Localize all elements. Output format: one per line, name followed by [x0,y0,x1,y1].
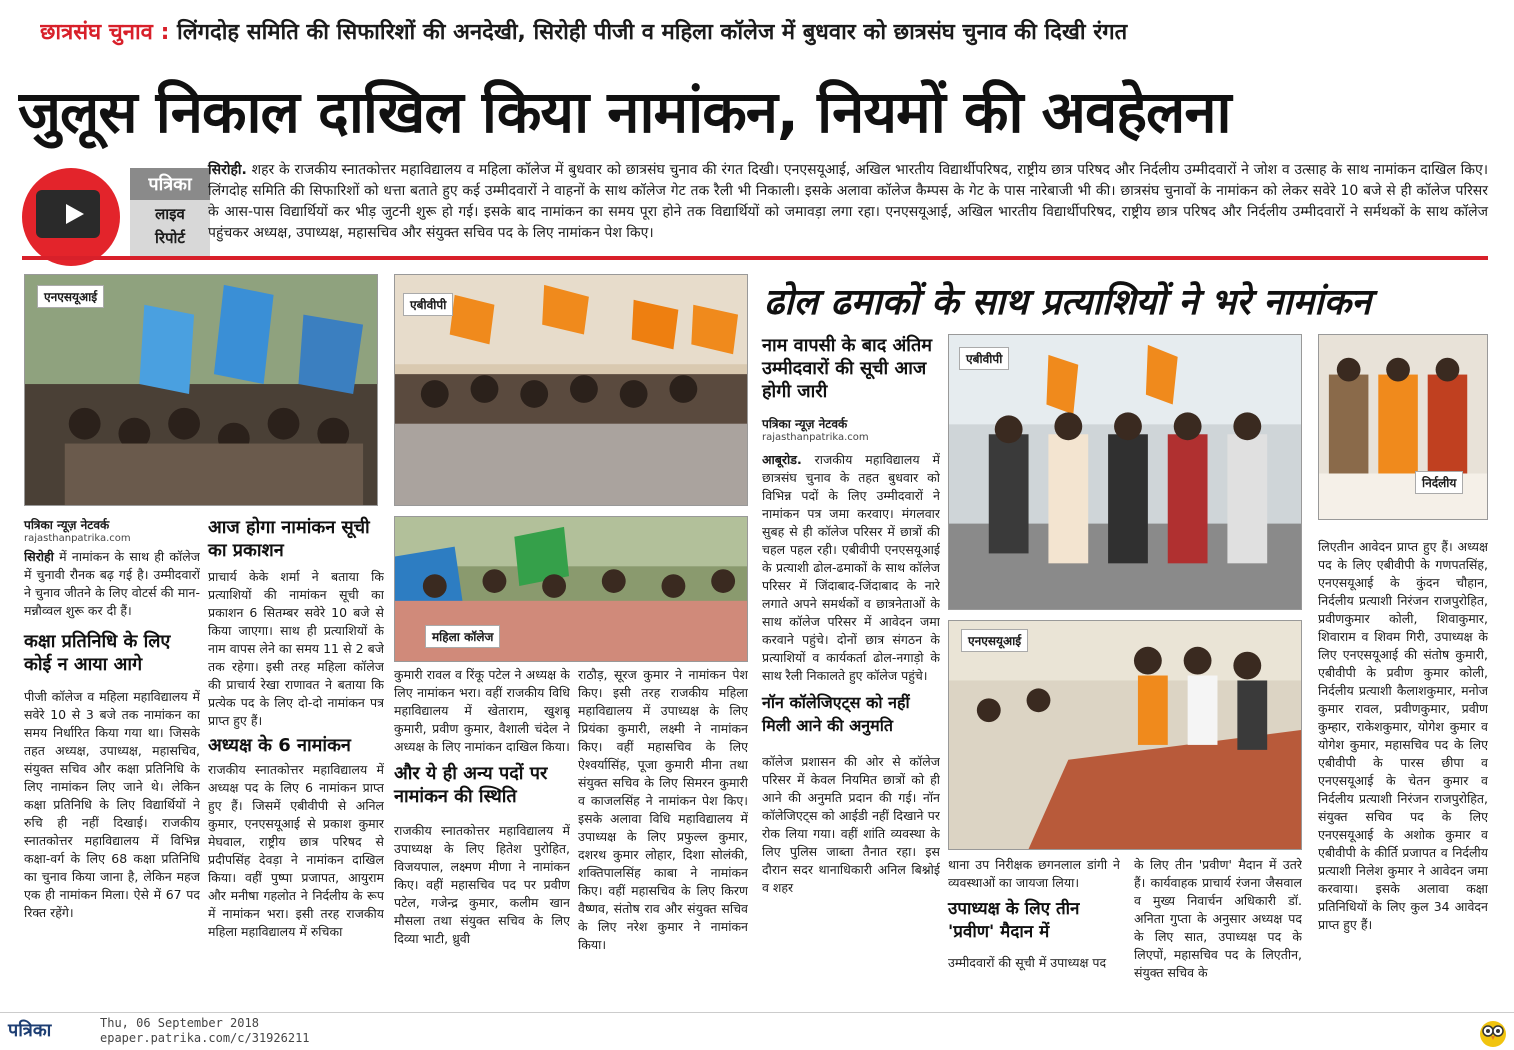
video-play-icon[interactable] [22,168,120,266]
right-p4: उम्मीदवारों की सूची में उपाध्यक्ष पद [948,955,1107,970]
footer-url[interactable]: epaper.patrika.com/c/31926211 [100,1031,310,1045]
right-byline-site: rajasthanpatrika.com [762,432,869,443]
right-byline: पत्रिका न्यूज़ नेटवर्क [762,417,848,431]
owl-icon[interactable] [1478,1016,1508,1048]
subhead-non: नॉन कॉलेजिएट्स को नहीं मिली आने की अनुमति [762,693,910,735]
photo-tag-nsui-right: एनएसयूआई [961,629,1028,652]
photo-abvp-candidates [948,334,1302,610]
column-far-right [1318,538,1488,934]
column-2 [208,516,384,941]
divider-line [22,256,1488,260]
right-story [762,334,940,897]
subhead-kaksha: कक्षा प्रतिनिधि के लिए कोई न आया आगे [24,631,171,675]
photo-tag-nirdaliya: निर्दलीय [1415,471,1463,494]
byline: पत्रिका न्यूज़ नेटवर्क [24,518,110,532]
col3-p1: कुमारी रावल व रिंकू पटेल ने अध्यक्ष के लिए नामांकन भरा। वहीं राजकीय विधि महाविद्यालय में खेताराम, खुशबू कुमारी, प्रवीण कुमार, वैशाली चंदेल ने अध्यक्ष के लिए नामांकन दाखिल किया। [394,667,570,754]
right-p6: लिएतीन आवेदन प्राप्त हुए हैं। अध्यक्ष पद के लिए एबीवीपी के गणपतसिंह, एनएसयूआई के कुंदन चौहान, निर्दलीय प्रत्याशी निरंजन राजपुरोहित, प्रवीणकुमार कोली, शिवाकुमार, शिवाराम व शिवम गिरी, उपाध्यक्ष के लिए एनएसयूआई की संतोष कुमारी, एबीवीपी के प्रवीण कुमार कोली, निर्दलीय प्रत्याशी कैलाशकुमार, मनोज कुमार रावल, प्रवीणकुमार, प्रवीण कुम्हार, राकेशकुमार, योगेश कुमार व योगेश कुमार, महासचिव पद के लिए एबीवीपी के पारस छीपा व एनएसयूआई के चेतन कुमार व निर्दलीय प्रत्याशी निरंजन राजपुरोहित, संयुक्त सचिव पद के लिए एनएसयूआई के अशोक कुमार व एबीवीपी के कीर्ति प्रजापत व निर्दलीय प्रत्याशी निलेश कुमार ने आवेदन जमा करवाया। इसके अलावा कक्षा प्रतिनिधियों के लिए कुल 34 आवेदन प्राप्त हुए हैं। [1318,539,1488,932]
right-p2: कॉलेज प्रशासन की ओर से कॉलेज परिसर में केवल नियमित छात्रों को ही आने की अनुमति प्रदान की गई। नॉन कॉलेजिएट्स को आईडी नहीं दिखाने पर रोक लिया गया। वहीं शांति व्यवस्था के लिए पुलिस जाब्ता तैनात रहा। इस दौरान सदर थानाधिकारी अनिल बिश्नोई व शहर [762,754,940,895]
right-p1: आबूरोड. राजकीय महाविद्यालय में छात्रसंघ चुनाव के तहत बुधवार को विभिन्न पदों के लिए उम्मीदवारों ने नामांकन पत्र जमा करवाए। मंगलवार सुबह से ही कॉलेज परिसर में छात्रों की चहल पहल रही। एबीवीपी एनएसयूआई के प्रत्याशी ढोल-ढमाकों के साथ कॉलेज परिसर में जिंदाबाद-जिंदाबाद के नारे लगाते अपने समर्थकों व छात्रनेताओं के साथ कॉलेज परिसर में आवेदन जमा करवाने पहुंचे। दोनों छात्र संगठन के प्रत्याशियों व कार्यकर्ता ढोल-नगाड़ो के साथ रैली निकालते हुए कॉलेज पहुंचे। [762,452,940,683]
col4-p1: राठौड़, सूरज कुमार ने नामांकन पेश किए। इसी तरह राजकीय महिला महाविद्यालय में उपाध्यक्ष के लिए प्रियंका कुमारी, लक्ष्मी ने नामांकन किए। वहीं महासचिव के लिए ऐश्वर्यासिंह, पूजा कुमारी मीना तथा संयुक्त सचिव के लिए सिमरन कुमारी व काजलसिंह ने नामांकन पेश किए। इसके अलावा विधि महाविद्यालय में उपाध्यक्ष के लिए प्रफुल्ल कुमार, दशरथ कुमार लोहार, दिशा सोलंकी, शक्तिपालसिंह काबा ने नामांकन किए। वहीं महासचिव के लिए किरण वैष्णव, संतोष राव और संयुक्त सचिव के लिए नरेश कुमार ने नामांकन किया। [578,667,748,952]
subhead-aaj: आज होगा नामांकन सूची का प्रकाशन [208,517,370,561]
col3-p2: राजकीय स्नातकोत्तर महाविद्यालय में उपाध्यक्ष के लिए हितेश पुरोहित, विजयपाल, लक्ष्मण मीणा ने नामांकन किए। वहीं महासचिव पद पर प्रवीण पटेल, गजेन्द्र कुमार, कलीम खान मौसला तथा संयुक्त सचिव के लिए दिव्या भाटी, ध्रुवी [394,823,570,946]
photo-tag-abvp: एबीवीपी [403,293,453,316]
kicker-label: छात्रसंघ चुनाव : [40,20,170,45]
photo-nsui-rally [24,274,378,506]
column-right-c [1134,856,1302,982]
photo-mahila-college [394,516,748,662]
column-4 [578,666,748,954]
intro-text: शहर के राजकीय स्नातकोत्तर महाविद्यालय व महिला कॉलेज में बुधवार को छात्रसंघ चुनाव की रंगत दिखी। एनएसयूआई, अखिल भारतीय विद्यार्थीपरिषद, राष्ट्रीय छात्र परिषद और निर्दलीय उम्मीदवारों ने जोश व उत्साह के साथ नामांकन दाखिल किए। लिंगदोह समिति की सिफारिशों को धत्ता बताते हुए कई उम्मीदवारों ने वाहनों के साथ कॉलेज गेट तक रैली भी निकाली। इसके अलावा कॉलेज कैम्पस के गेट के पास नारेबाजी भी की। छात्रसंघ चुनावों के नामांकन को लेकर सवेरे 10 बजे से ही कॉलेज परिसर के आस-पास विद्यार्थियों कर भीड़ जुटनी शुरू हो गई। इसके बाद नामांकन का समय पूरा होने तक विद्यार्थियों को जमावड़ा लगा रहा। एनएसयूआई, अखिल भारतीय विद्यार्थीपरिषद, राष्ट्रीय छात्र परिषद और निर्दलीय उम्मीदवारों ने सर्मथकों के साथ कॉलेज पहुंचकर अध्यक्ष, उपाध्यक्ष, महासचिव और संयुक्त सचिव पद के लिए नामांकन पेश किए। [208,162,1489,241]
live-report-badge[interactable] [22,168,194,260]
right-p3: थाना उप निरीक्षक छगनलाल डांगी ने व्यवस्थाओं का जायजा लिया। [948,857,1120,890]
right-headline: ढोल ढमाकों के साथ प्रत्याशियों ने भरे नामांकन [764,282,1372,323]
kicker [40,16,1490,46]
photo-nirdaliya [1318,334,1488,520]
subhead-adhyaksh: अध्यक्ष के 6 नामांकन [208,735,351,756]
photo-tag-nsui: एनएसयूआई [37,285,104,308]
col2-p2: राजकीय स्नातकोत्तर महाविद्यालय में अध्यक्ष पद के लिए 6 नामांकन प्राप्त हुए हैं। जिसमें एबीवीपी से अनिल कुमार, एनएसयूआई से प्रकाश कुमार मेघवाल, राष्ट्रीय छात्र परिषद से प्रदीपसिंह देवड़ा ने नामांकन दाखिल किया। वहीं पुष्पा प्रजापत, आयुराम और मनीषा गहलोत ने निर्दलीय के रूप में नामांकन भरा। इसी तरह राजकीय महिला महाविद्यालय में रुचिका [208,762,384,939]
column-right-b [948,856,1120,972]
right-p5: के लिए तीन 'प्रवीण' मैदान में उतरे हैं। कार्यवाहक प्राचार्य रंजना जैसवाल व मुख्य निवार्चन अधिकारी डॉ. अनिता गुप्ता के अनुसार अध्यक्ष पद के लिए सात, उपाध्यक्ष पद के लिएपों, महासचिव पद के लिएतीन, संयुक्त सचिव के [1134,857,1302,980]
col2-p1: प्राचार्य केके शर्मा ने बताया कि प्रत्याशियों की नामांकन सूची का प्रकाशन 6 सितम्बर सवेरे 10 बजे से किया जाएगा। साथ ही प्रत्याशियों के नाम वापस लेने का समय 11 से 2 बजे तक रहेगा। इसी तरह महिला कॉलेज की प्राचार्य रेखा राणावत ने बताया कि प्रत्येक पद के लिए दो-दो नामांकन पत्र प्राप्त हुए हैं। [208,569,384,728]
left-story-p2: पीजी कॉलेज व महिला महाविद्यालय में सवेरे 10 से 3 बजे तक नामांकन का समय निर्धारित किया गया था। जिसके तहत अध्यक्ष, उपाध्यक्ष, महासचिव, संयुक्त सचिव और कक्षा प्रतिनिधि के लिए नामांकन लिए जाने थे। लेकिन कक्षा प्रतिनिधि के लिए विद्यार्थियों ने रुचि ही नहीं दिखाई। राजकीय स्नातकोत्तर महाविद्यालय में विभिन्न कक्षा-वर्ग के लिए 68 कक्षा प्रतिनिधि का चुनाव किया जाना है, लेकिन महज एक ही नामांकन मिला। ऐसे में 67 पद रिक्त रहेंगे। [24,689,200,920]
photo-nsui-submission [948,620,1302,850]
live-report-label: पत्रिका लाइव रिपोर्ट [130,168,210,260]
left-story [24,518,200,922]
subhead-anya: और ये ही अन्य पदों पर नामांकन की स्थिति [394,763,548,807]
footer-date: Thu, 06 September 2018 [100,1016,259,1030]
intro-dateline: सिरोही. [208,162,247,178]
column-3 [394,666,570,948]
photo-tag-mahila: महिला कॉलेज [425,625,500,648]
photo-abvp-rally [394,274,748,506]
photo-tag-abvp-right: एबीवीपी [959,347,1009,370]
patrika-logo[interactable]: पत्रिका [8,1020,52,1041]
footer-meta [100,1016,310,1046]
kicker-text: लिंगदोह समिति की सिफारिशों की अनदेखी, सिरोही पीजी व महिला कॉलेज में बुधवार को छात्रसंघ चुनाव की दिखी रंगत [177,20,1128,45]
byline-site: rajasthanpatrika.com [24,533,131,544]
subhead-naam: नाम वापसी के बाद अंतिम उम्मीदवारों की सूची आज होगी जारी [762,335,932,402]
intro-paragraph [208,160,1488,244]
footer-bar [0,1012,1514,1050]
subhead-upadhyaksh: उपाध्यक्ष के लिए तीन 'प्रवीण' मैदान में [948,899,1080,942]
page-headline: जुलूस निकाल दाखिल किया नामांकन, नियमों की अवहेलना [18,78,1231,146]
left-story-p1: सिरोही में नामांकन के साथ ही कॉलेज में चुनावी रौनक बढ़ गई है। उम्मीदवारों ने चुनाव जीतने के लिए वोटर्स की मान-मन्नौव्वल शुरू कर दी हैं। [24,549,200,618]
